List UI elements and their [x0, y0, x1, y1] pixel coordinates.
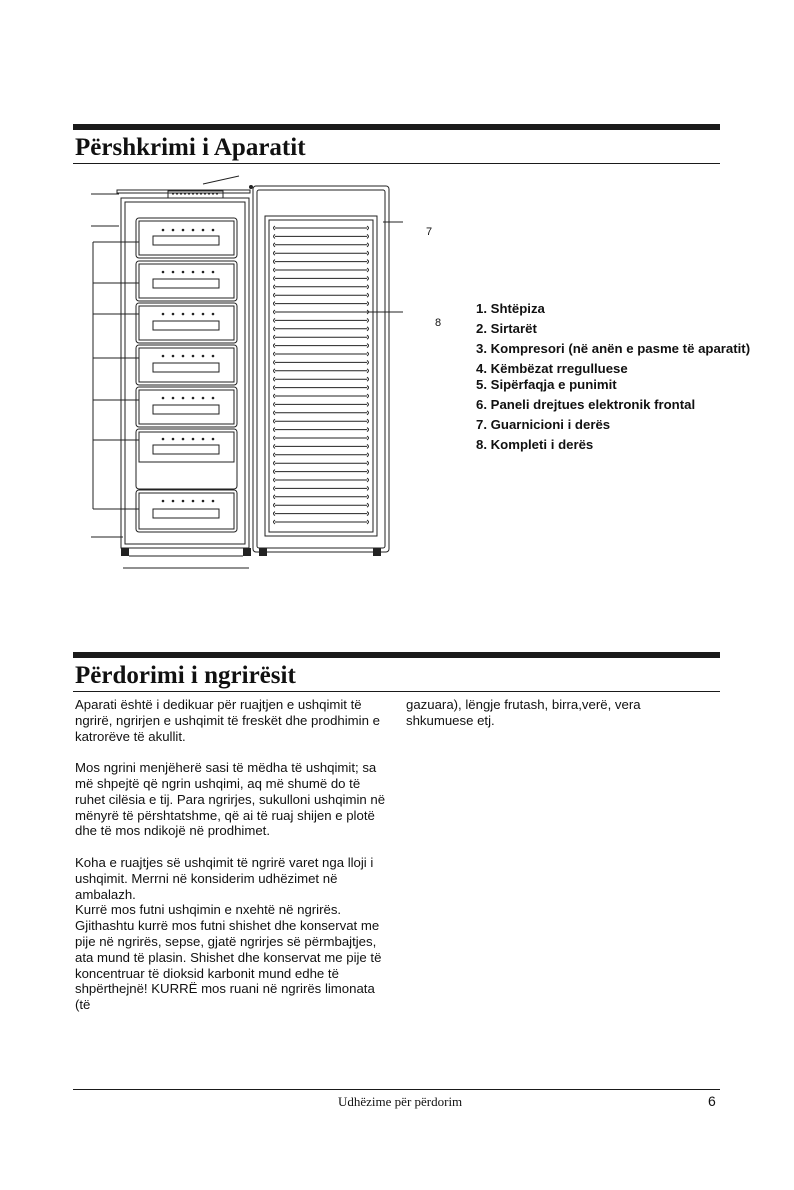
door-shelf-end [274, 512, 276, 516]
door-shelf-end [367, 226, 369, 230]
door-shelf-end [274, 344, 276, 348]
door-shelf-end [274, 470, 276, 474]
page-number: 6 [708, 1093, 716, 1109]
door-shelf-end [274, 335, 276, 339]
door-shelf-end [367, 318, 369, 322]
section-underline [73, 691, 720, 692]
part-item: 7. Guarnicioni i derës [476, 417, 611, 432]
door-shelf-end [274, 478, 276, 482]
door-shelf-end [274, 268, 276, 272]
door-shelf-end [274, 234, 276, 238]
door-shelf-end [274, 369, 276, 373]
door-shelf-end [367, 495, 369, 499]
part-item: 8. Kompleti i derës [476, 437, 594, 452]
door-shelf-end [367, 503, 369, 507]
part-item: 5. Sipërfaqja e punimit [476, 377, 617, 392]
door-shelves [274, 226, 369, 524]
section-underline [73, 163, 720, 164]
door-shelf-end [274, 461, 276, 465]
door-shelf-end [274, 260, 276, 264]
door-shelf-end [274, 520, 276, 524]
callout-label-8: 8 [435, 317, 442, 329]
door-shelf-end [367, 461, 369, 465]
door-shelf-end [367, 251, 369, 255]
panel-callout-line [203, 176, 239, 184]
door-shelf-end [367, 302, 369, 306]
door-shelf-end [274, 226, 276, 230]
door-shelf-end [367, 436, 369, 440]
door-shelf-end [367, 512, 369, 516]
door-shelf-end [367, 411, 369, 415]
part-item: 1. Shtëpiza [476, 301, 545, 316]
footer-rule [73, 1089, 720, 1090]
door-shelf-end [274, 402, 276, 406]
door-shelf-end [367, 470, 369, 474]
text-column-left [75, 697, 393, 1013]
door-shelf-end [274, 302, 276, 306]
section-top-bar [73, 652, 720, 658]
door-shelf-end [274, 310, 276, 314]
paragraph: gazuara), lëngje frutash, birra,verë, vera shkumuese etj. [406, 697, 641, 728]
door-shelf-end [274, 453, 276, 457]
door-shelf-end [274, 285, 276, 289]
part-item: 4. Këmbëzat rregulluese [476, 361, 628, 376]
part-item: 2. Sirtarët [476, 321, 537, 336]
door-shelf-end [274, 327, 276, 331]
door-shelf-end [367, 377, 369, 381]
door-shelf-end [367, 386, 369, 390]
paragraph: Aparati është i dedikuar për ruajtjen e ushqimit të ngrirë, ngrirjen e ushqimit të freskët dhe prodhimin e katrorëve të akullit. [75, 697, 380, 744]
door-shelf-end [367, 352, 369, 356]
door-shelf-end [367, 428, 369, 432]
freezer-diagram [73, 172, 473, 582]
door-shelf-end [274, 394, 276, 398]
door-shelf-end [367, 344, 369, 348]
door-shelf-end [367, 402, 369, 406]
door-shelf-end [274, 251, 276, 255]
cabinet-body [121, 198, 249, 548]
door-shelf-end [274, 444, 276, 448]
part-item: 6. Paneli drejtues elektronik frontal [476, 397, 696, 412]
door-shelf-end [274, 360, 276, 364]
door-shelf-end [367, 394, 369, 398]
door-shelf-end [367, 276, 369, 280]
door-shelf-end [367, 293, 369, 297]
door-shelf-end [274, 503, 276, 507]
footer-title: Udhëzime për përdorim [338, 1094, 463, 1109]
door-shelf-end [274, 276, 276, 280]
section-top-bar [73, 124, 720, 130]
door-shelf-end [367, 243, 369, 247]
paragraph: Mos ngrini menjëherë sasi të mëdha të ushqimit; sa më shpejtë që ngrin ushqimi, aq më shumë do të ruhet cilësia e tij. Para ngrirjes, sukulloni ushqimin në mënyrë të përshtatshme, që ai të ruaj shijen e plotë dhe të mos ndikojë në prodhimet. [75, 760, 386, 839]
drawers [136, 218, 237, 532]
paragraph: Koha e ruajtjes së ushqimit të ngrirë varet nga lloji i ushqimit. Merrni në konsiderim udhëzimet në ambalazh. [75, 854, 374, 902]
door-shelf-end [367, 285, 369, 289]
parts-list [476, 301, 762, 457]
door-shelf-end [274, 318, 276, 322]
door-shelf-end [274, 495, 276, 499]
door-shelf-end [367, 234, 369, 238]
door-shelf-end [367, 520, 369, 524]
door-shelf-end [367, 419, 369, 423]
door-shelf-end [274, 486, 276, 490]
door-shelf-end [367, 260, 369, 264]
door-shelf-end [274, 436, 276, 440]
door-shelf-end [274, 428, 276, 432]
door-shelf-end [274, 352, 276, 356]
door-shelf-end [367, 369, 369, 373]
door-shelf-end [274, 243, 276, 247]
door-shelf-end [367, 478, 369, 482]
door-shelf-end [367, 444, 369, 448]
section-title-description: Përshkrimi i Aparatit [75, 134, 306, 161]
text-column-right [406, 697, 706, 744]
door-shelf-end [367, 335, 369, 339]
callout-label-7: 7 [426, 226, 433, 238]
door-shelf-end [367, 327, 369, 331]
part-item: 3. Kompresori (në anën e pasme të aparatit) [476, 341, 751, 356]
section-title-usage: Përdorimi i ngrirësit [75, 662, 296, 689]
paragraph: Kurrë mos futni ushqimin e nxehtë në ngrirës. Gjithashtu kurrë mos futni shishet dhe konservat me pije në ngrirës, sepse, gjatë ngrirjes së përmbajtjes, ata mund të plasin. Shishet dhe konservat me pije të koncentruar të dioksid karbonit mund edhe të shpërthejnë! KURRË mos ruani në ngrirës limonata (të [75, 902, 382, 1013]
door-shelf-end [274, 419, 276, 423]
door-shelf-end [274, 377, 276, 381]
door-shelf-end [274, 411, 276, 415]
door-shelf-end [274, 293, 276, 297]
door-shelf-end [367, 360, 369, 364]
door-shelf-end [274, 386, 276, 390]
freezer-illustration [73, 172, 473, 582]
door-shelf-end [367, 486, 369, 490]
door-shelf-end [367, 268, 369, 272]
door-shelf-end [367, 453, 369, 457]
